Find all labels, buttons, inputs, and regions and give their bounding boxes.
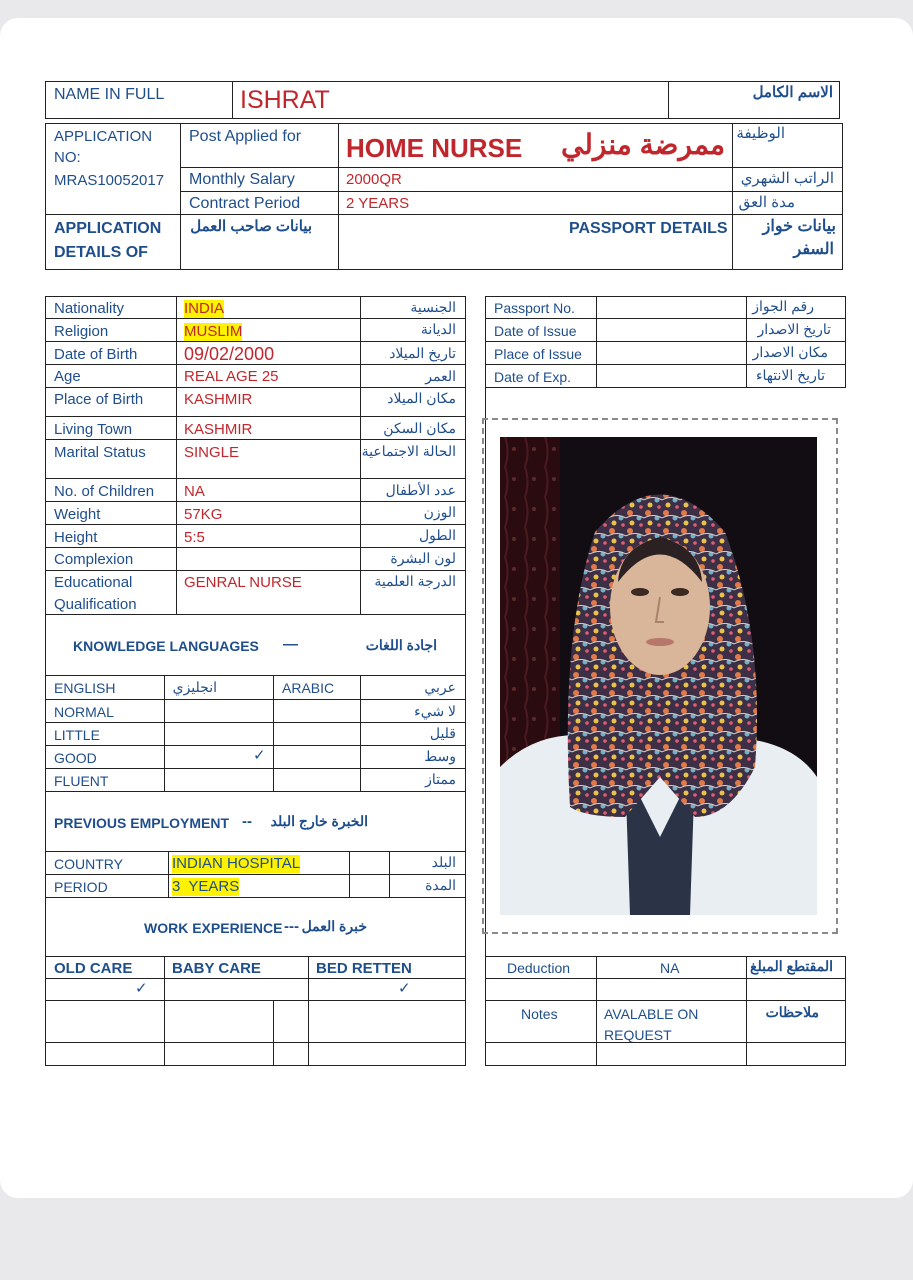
height-label: Height — [54, 529, 98, 546]
contract-value: 2 YEARS — [346, 195, 410, 212]
languages-title: KNOWLEDGE LANGUAGES — [73, 638, 259, 654]
old-care-check: ✓ — [135, 980, 148, 997]
languages-title-ar: اجادة اللغات — [365, 637, 437, 653]
notes-value: AVALABLE ON — [604, 1006, 699, 1022]
country-label: COUNTRY — [54, 856, 123, 872]
applicant-photo — [500, 437, 817, 915]
complexion-label: Complexion — [54, 551, 134, 568]
level-little: LITTLE — [54, 727, 100, 743]
level-good: GOOD — [54, 750, 97, 766]
deduction-value: NA — [660, 960, 680, 976]
exp-date-label: Date of Exp. — [494, 369, 572, 385]
exp-col-baby-care: BABY CARE — [172, 960, 261, 977]
issue-date-label: Date of Issue — [494, 323, 577, 339]
post-value: HOME NURSE — [346, 133, 523, 163]
passport-no-label: Passport No. — [494, 300, 575, 316]
nationality-value: INDIA — [184, 300, 225, 317]
post-value-ar: ممرضة منزلي — [561, 129, 725, 160]
passport-details-ar: بيانات خواز — [762, 218, 836, 235]
salary-label: Monthly Salary — [189, 171, 295, 188]
passport-details-label: PASSPORT DETAILS — [569, 220, 728, 237]
issue-place-label: Place of Issue — [494, 346, 582, 362]
age-label: Age — [54, 368, 81, 385]
exp-col-bed-retten: BED RETTEN — [316, 960, 412, 977]
application-no-value: MRAS10052017 — [54, 172, 165, 189]
marital-label: Marital Status — [54, 444, 146, 461]
level-normal: NORMAL — [54, 704, 114, 720]
lang-english: ENGLISH — [54, 680, 116, 696]
name-label-ar: الاسم الكامل — [752, 84, 833, 101]
dob-value: 09/02/2000 — [184, 344, 275, 364]
marital-value: SINGLE — [184, 444, 240, 461]
contract-label: Contract Period — [189, 195, 301, 212]
deduction-label: Deduction — [507, 960, 571, 976]
post-label: Post Applied for — [189, 128, 302, 145]
experience-title: WORK EXPERIENCE — [144, 920, 283, 936]
age-value: REAL AGE 25 — [184, 368, 279, 385]
good-english-check: ✓ — [253, 747, 266, 764]
bed-retten-check: ✓ — [398, 980, 411, 997]
salary-value: 2000QR — [346, 171, 402, 188]
religion-label: Religion — [54, 323, 109, 340]
name-value: ISHRAT — [240, 86, 330, 114]
details-label: APPLICATION — [54, 220, 162, 237]
weight-label: Weight — [54, 506, 101, 523]
period-value: 3 YEARS — [172, 878, 240, 895]
employment-title: PREVIOUS EMPLOYMENT — [54, 815, 230, 831]
religion-value: MUSLIM — [184, 323, 243, 340]
salary-label-ar: الراتب الشهري — [740, 170, 834, 187]
lang-arabic: ARABIC — [282, 680, 335, 696]
post-label-ar: الوظيفة — [736, 125, 785, 142]
name-label: NAME IN FULL — [54, 86, 165, 103]
edu-label: Educational — [54, 574, 133, 591]
children-label: No. of Children — [54, 483, 155, 500]
application-no-label: APPLICATION — [54, 128, 153, 145]
exp-col-old-care: OLD CARE — [54, 960, 133, 977]
height-value: 5:5 — [184, 529, 205, 546]
level-fluent: FLUENT — [54, 773, 109, 789]
experience-title-ar: خبرة العمل — [301, 918, 367, 934]
contract-label-ar: مدة العق — [738, 194, 795, 211]
dob-label: Date of Birth — [54, 346, 138, 363]
pob-label: Place of Birth — [54, 391, 144, 408]
name-row — [45, 81, 840, 119]
children-value: NA — [184, 483, 205, 500]
weight-value: 57KG — [184, 506, 223, 523]
notes-label: Notes — [521, 1006, 558, 1022]
employer-label-ar: بيانات صاحب العمل — [190, 218, 312, 235]
edu-value: GENRAL NURSE — [184, 574, 302, 591]
town-value: KASHMIR — [184, 421, 253, 438]
nationality-label: Nationality — [54, 300, 125, 317]
pob-value: KASHMIR — [184, 391, 253, 408]
employment-title-ar: الخبرة خارج البلد — [270, 813, 368, 829]
period-label: PERIOD — [54, 879, 108, 895]
town-label: Living Town — [54, 421, 133, 438]
country-value: INDIAN HOSPITAL — [172, 855, 301, 872]
